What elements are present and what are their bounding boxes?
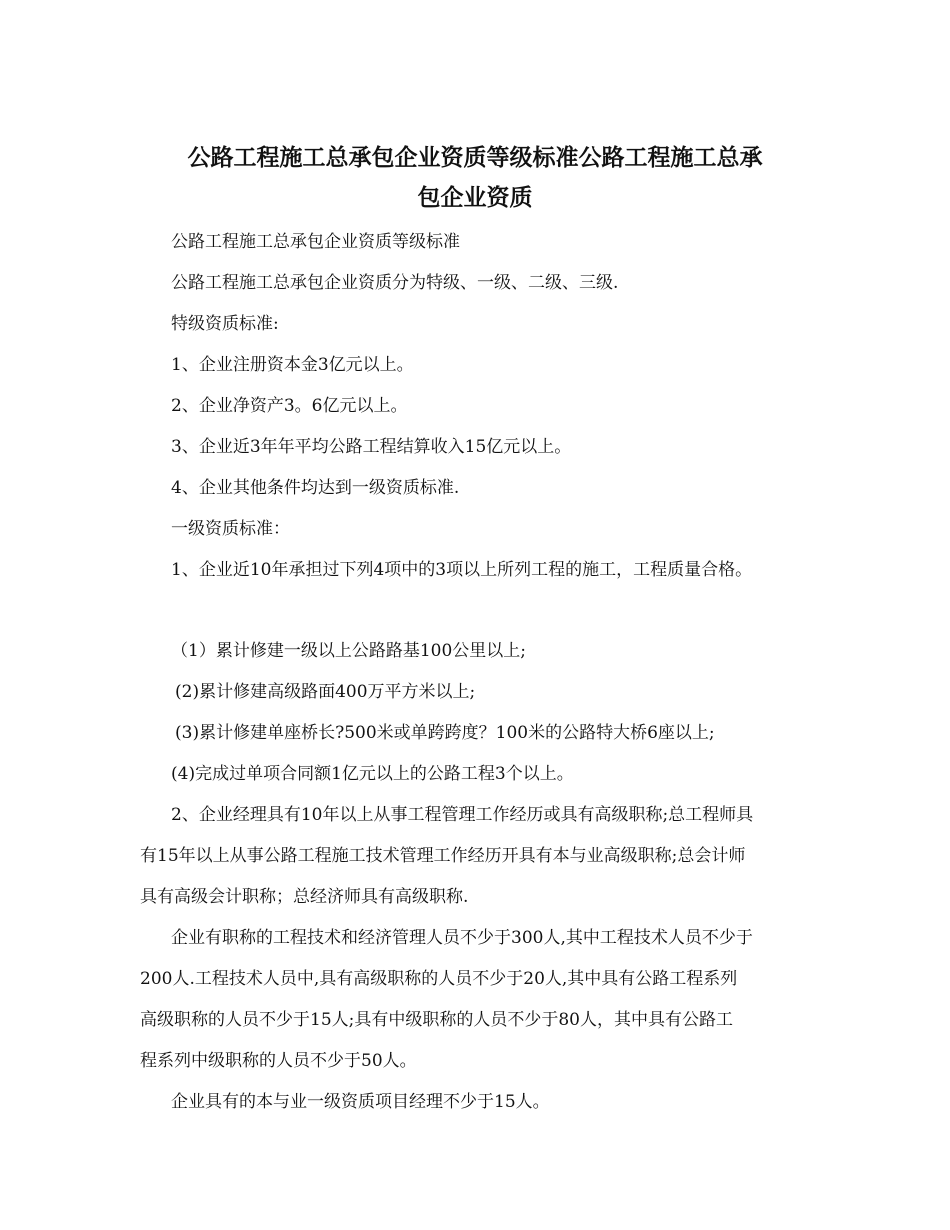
- paragraph-line: 公路工程施工总承包企业资质等级标准: [171, 232, 460, 252]
- list-item: 1、企业近10年承担过下列4项中的3项以上所列工程的施工，工程质量合格。: [171, 560, 753, 580]
- paragraph-line: 企业有职称的工程技术和经济管理人员不少于300人,其中工程技术人员不少于: [171, 928, 753, 948]
- paragraph-line: 2、企业经理具有10年以上从事工程管理工作经历或具有高级职称;总工程师具: [171, 805, 754, 825]
- sub-list-item: (4)完成过单项合同额1亿元以上的公路工程3个以上。: [171, 764, 574, 784]
- document-title-line-1: 公路工程施工总承包企业资质等级标准公路工程施工总承: [187, 144, 763, 171]
- list-item: 4、企业其他条件均达到一级资质标准.: [171, 478, 460, 498]
- paragraph-line: 企业具有的本与业一级资质项目经理不少于15人。: [171, 1092, 550, 1112]
- sub-list-item: (2)累计修建高级路面400万平方米以上;: [175, 682, 476, 702]
- paragraph-line: 高级职称的人员不少于15人;具有中级职称的人员不少于80人，其中具有公路工: [140, 1010, 733, 1030]
- list-item: 1、企业注册资本金3亿元以上。: [171, 355, 414, 375]
- document-title-line-2: 包企业资质: [417, 184, 533, 211]
- sub-list-item: (3)累计修建单座桥长?500米或单跨跨度？100米的公路特大桥6座以上;: [175, 723, 715, 743]
- list-item: 3、企业近3年年平均公路工程结算收入15亿元以上。: [171, 437, 572, 457]
- paragraph-line: 200人.工程技术人员中,具有高级职称的人员不少于20人,其中具有公路工程系列: [140, 969, 738, 989]
- sub-list-item: （1）累计修建一级以上公路路基100公里以上;: [171, 641, 526, 661]
- paragraph-line: 具有高级会计职称；总经济师具有高级职称.: [140, 887, 469, 907]
- section-heading-special-grade: 特级资质标准:: [171, 314, 279, 334]
- section-heading-first-grade: 一级资质标准：: [171, 519, 290, 539]
- paragraph-line: 公路工程施工总承包企业资质分为特级、一级、二级、三级.: [171, 273, 619, 293]
- paragraph-line: 程系列中级职称的人员不少于50人。: [140, 1051, 417, 1071]
- paragraph-line: 有15年以上从事公路工程施工技术管理工作经历开具有本与业高级职称;总会计师: [140, 846, 746, 866]
- list-item: 2、企业净资产3。6亿元以上。: [171, 396, 408, 416]
